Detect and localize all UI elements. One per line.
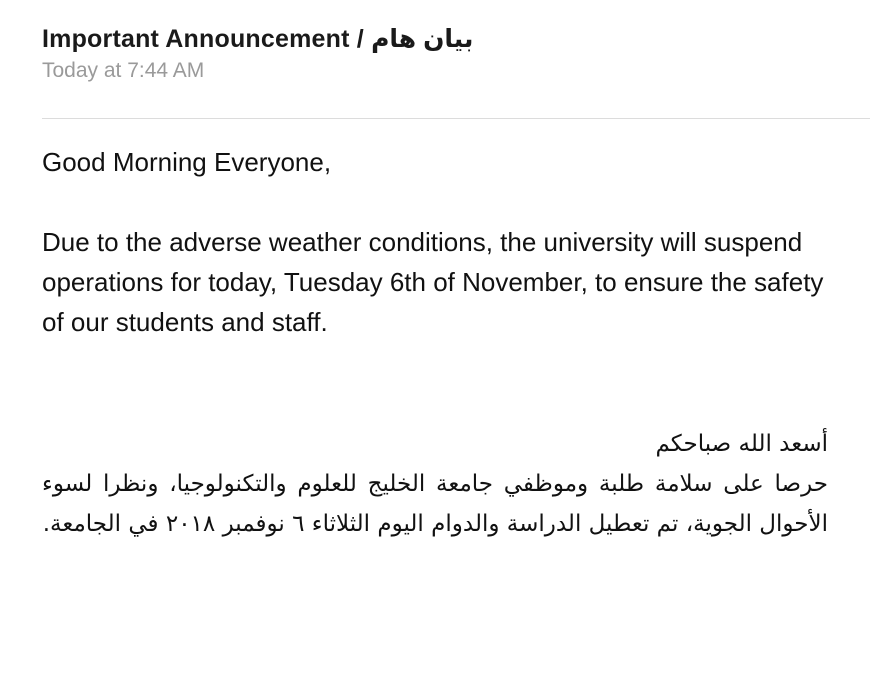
email-body-english — [42, 142, 832, 382]
email-body-arabic — [42, 424, 828, 544]
greeting-english: Good Morning Everyone, — [42, 147, 332, 177]
email-date: Today at 7:44 AM — [42, 59, 205, 82]
greeting-arabic: أسعد الله صباحكم — [655, 431, 828, 457]
message-arabic: حرصا على سلامة طلبة وموظفي جامعة الخليج للعلوم والتكنولوجيا، ونظرا لسوء الأحوال الجوية، تم تعطيل الدراسة والدوام اليوم الثلاثاء ٦ نوفمبر ٢٠١٨ في الجامعة. — [42, 471, 828, 537]
email-header — [42, 22, 842, 86]
header-divider — [42, 118, 870, 119]
message-english: Due to the adverse weather conditions, the university will suspend operations for today, Tuesday 6th of November, to ensure the safety of our students and staff. — [42, 227, 824, 337]
email-subject: Important Announcement / بيان هام — [42, 25, 474, 53]
